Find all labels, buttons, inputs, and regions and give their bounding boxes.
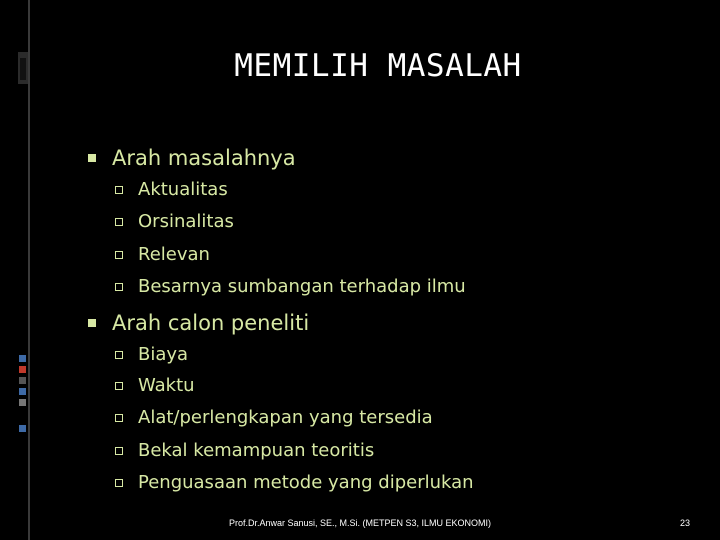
- list-item: Penguasaan metode yang diperlukan: [138, 472, 474, 493]
- decor-square: [19, 355, 26, 362]
- decor-square: [19, 366, 26, 373]
- list-item: Besarnya sumbangan terhadap ilmu: [138, 276, 466, 297]
- bullet-level2: [115, 179, 228, 200]
- slide-footer: Prof.Dr.Anwar Sanusi, SE., M.Si. (METPEN S3, ILMU EKONOMI): [228, 518, 492, 528]
- bullet-level2: [115, 344, 188, 365]
- decor-square: [19, 377, 26, 384]
- bullet-level2: [115, 276, 466, 297]
- hollow-square-bullet-icon: [115, 218, 123, 226]
- bullet-level2: [115, 407, 433, 428]
- left-decor-inner: [20, 58, 26, 80]
- list-item: Relevan: [138, 244, 210, 265]
- bullet-level1: [88, 311, 309, 335]
- hollow-square-bullet-icon: [115, 414, 123, 422]
- hollow-square-bullet-icon: [115, 251, 123, 259]
- decor-square: [19, 399, 26, 406]
- hollow-square-bullet-icon: [115, 283, 123, 291]
- bullet-level2: [115, 244, 210, 265]
- list-item: Alat/perlengkapan yang tersedia: [138, 407, 433, 428]
- square-bullet-icon: [88, 154, 96, 162]
- hollow-square-bullet-icon: [115, 447, 123, 455]
- left-decor-bar: [28, 0, 30, 540]
- section-heading: Arah masalahnya: [112, 146, 296, 170]
- decor-square: [19, 388, 26, 395]
- hollow-square-bullet-icon: [115, 479, 123, 487]
- list-item: Biaya: [138, 344, 189, 365]
- bullet-level2: [115, 375, 195, 396]
- bullet-level1: [88, 146, 296, 170]
- decor-square: [19, 425, 26, 432]
- hollow-square-bullet-icon: [115, 351, 123, 359]
- hollow-square-bullet-icon: [115, 382, 123, 390]
- page-number: 23: [680, 518, 691, 528]
- hollow-square-bullet-icon: [115, 186, 123, 194]
- section-heading: Arah calon peneliti: [112, 311, 310, 335]
- bullet-level2: [115, 440, 374, 461]
- list-item: Orsinalitas: [138, 211, 234, 232]
- bullet-level2: [115, 472, 474, 493]
- square-bullet-icon: [88, 319, 96, 327]
- bullet-level2: [115, 211, 234, 232]
- list-item: Aktualitas: [138, 179, 228, 200]
- list-item: Bekal kemampuan teoritis: [138, 440, 375, 461]
- list-item: Waktu: [138, 375, 195, 396]
- slide-title: MEMILIH MASALAH: [234, 48, 522, 84]
